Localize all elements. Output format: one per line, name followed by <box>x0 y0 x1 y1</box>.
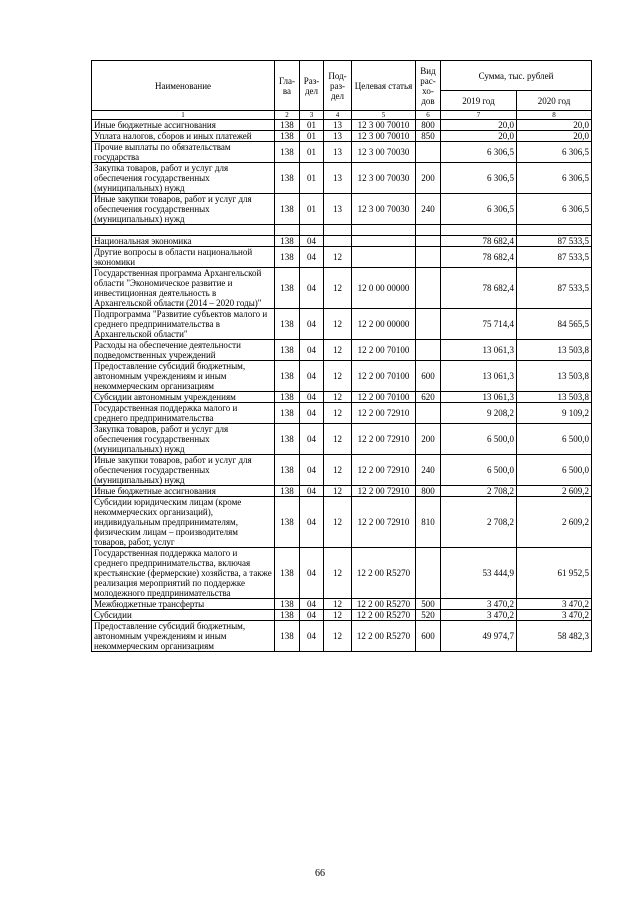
column-number: 1 <box>92 111 275 120</box>
table-row <box>92 621 592 652</box>
row-podrazdel: 12 <box>324 599 352 610</box>
row-podrazdel: 12 <box>324 392 352 403</box>
row-razdel: 04 <box>300 392 324 403</box>
table-row <box>92 131 592 142</box>
row-target: 12 2 00 R5270 <box>352 621 416 652</box>
row-name <box>92 225 275 236</box>
row-glava: 138 <box>275 247 300 268</box>
row-podrazdel: 12 <box>324 548 352 599</box>
row-amount-2020: 87 533,5 <box>517 247 592 268</box>
row-target: 12 2 00 70100 <box>352 361 416 392</box>
row-vid <box>416 236 441 247</box>
row-vid: 240 <box>416 455 441 486</box>
header-year-2020: 2020 год <box>517 91 592 111</box>
row-razdel: 04 <box>300 340 324 361</box>
row-razdel: 04 <box>300 548 324 599</box>
row-glava: 138 <box>275 309 300 340</box>
row-name: Межбюджетные трансферты <box>92 599 275 610</box>
column-number: 3 <box>300 111 324 120</box>
row-glava: 138 <box>275 486 300 497</box>
table-header <box>92 61 592 120</box>
header-year-2019: 2019 год <box>441 91 517 111</box>
row-vid <box>416 309 441 340</box>
row-name: Иные бюджетные ассигнования <box>92 120 275 131</box>
row-target: 12 3 00 70030 <box>352 194 416 225</box>
row-amount-2019: 3 470,2 <box>441 610 517 621</box>
row-target: 12 2 00 72910 <box>352 455 416 486</box>
row-amount-2020: 6 306,5 <box>517 142 592 163</box>
row-name: Предоставление субсидий бюджетным, автономным учреждениям и иным некоммерческим организациям <box>92 361 275 392</box>
row-target: 12 2 00 70100 <box>352 392 416 403</box>
table-row <box>92 340 592 361</box>
table-row <box>92 548 592 599</box>
column-number: 8 <box>517 111 592 120</box>
row-amount-2019: 13 061,3 <box>441 340 517 361</box>
row-target <box>352 236 416 247</box>
row-vid <box>416 340 441 361</box>
row-razdel: 04 <box>300 309 324 340</box>
row-amount-2020: 6 306,5 <box>517 194 592 225</box>
row-amount-2019: 78 682,4 <box>441 236 517 247</box>
row-amount-2020 <box>517 225 592 236</box>
row-amount-2019: 13 061,3 <box>441 392 517 403</box>
row-razdel: 01 <box>300 131 324 142</box>
row-vid <box>416 142 441 163</box>
header-vid: Вид рас- хо- дов <box>416 61 441 111</box>
row-amount-2019: 9 208,2 <box>441 403 517 424</box>
row-vid <box>416 403 441 424</box>
table-row <box>92 236 592 247</box>
row-name: Уплата налогов, сборов и иных платежей <box>92 131 275 142</box>
row-podrazdel: 12 <box>324 340 352 361</box>
row-amount-2019: 53 444,9 <box>441 548 517 599</box>
row-amount-2020: 13 503,8 <box>517 392 592 403</box>
row-glava: 138 <box>275 163 300 194</box>
row-name: Подпрограмма "Развитие субъектов малого и среднего предпринимательства в Архангельской области" <box>92 309 275 340</box>
table-row <box>92 361 592 392</box>
header-sum: Сумма, тыс. рублей <box>441 61 592 91</box>
row-target: 12 2 00 72910 <box>352 486 416 497</box>
row-amount-2019: 49 974,7 <box>441 621 517 652</box>
row-glava: 138 <box>275 610 300 621</box>
row-razdel: 01 <box>300 194 324 225</box>
row-podrazdel: 13 <box>324 194 352 225</box>
row-amount-2020: 6 500,0 <box>517 455 592 486</box>
row-amount-2020: 2 609,2 <box>517 486 592 497</box>
row-name: Другие вопросы в области национальной экономики <box>92 247 275 268</box>
row-target: 12 3 00 70010 <box>352 120 416 131</box>
row-name: Национальная экономика <box>92 236 275 247</box>
row-razdel: 01 <box>300 120 324 131</box>
row-name: Иные закупки товаров, работ и услуг для обеспечения государственных (муниципальных) нужд <box>92 455 275 486</box>
header-glava: Гла- ва <box>275 61 300 111</box>
row-amount-2019: 2 708,2 <box>441 497 517 548</box>
row-glava: 138 <box>275 599 300 610</box>
row-amount-2020: 3 470,2 <box>517 599 592 610</box>
table-row <box>92 403 592 424</box>
row-target: 12 3 00 70010 <box>352 131 416 142</box>
row-amount-2020: 20,0 <box>517 131 592 142</box>
column-number-row <box>92 111 592 120</box>
table-row <box>92 142 592 163</box>
row-razdel: 04 <box>300 403 324 424</box>
table-row <box>92 247 592 268</box>
row-amount-2020: 6 500,0 <box>517 424 592 455</box>
row-podrazdel: 12 <box>324 309 352 340</box>
row-vid: 200 <box>416 163 441 194</box>
row-name: Государственная программа Архангельской области "Экономическое развитие и инвестиционная деятельность в Архангельской области (2014 – 2020 годы)" <box>92 268 275 309</box>
row-amount-2019: 2 708,2 <box>441 486 517 497</box>
row-razdel: 04 <box>300 621 324 652</box>
row-razdel: 04 <box>300 268 324 309</box>
row-target: 12 2 00 R5270 <box>352 548 416 599</box>
row-podrazdel: 13 <box>324 142 352 163</box>
column-number: 5 <box>352 111 416 120</box>
row-razdel: 04 <box>300 455 324 486</box>
row-target <box>352 225 416 236</box>
row-razdel: 04 <box>300 599 324 610</box>
table-row <box>92 225 592 236</box>
table-row <box>92 599 592 610</box>
column-number: 4 <box>324 111 352 120</box>
row-razdel: 04 <box>300 486 324 497</box>
row-glava: 138 <box>275 340 300 361</box>
row-vid: 600 <box>416 361 441 392</box>
row-razdel <box>300 225 324 236</box>
row-target: 12 3 00 70030 <box>352 163 416 194</box>
row-vid: 240 <box>416 194 441 225</box>
row-name: Субсидии юридическим лицам (кроме некоммерческих организаций), индивидуальным предпринимателям, физическим лицам – производителям товаров, работ, услуг <box>92 497 275 548</box>
row-amount-2020: 9 109,2 <box>517 403 592 424</box>
row-glava: 138 <box>275 455 300 486</box>
row-amount-2020: 61 952,5 <box>517 548 592 599</box>
row-name: Иные закупки товаров, работ и услуг для обеспечения государственных (муниципальных) нужд <box>92 194 275 225</box>
row-razdel: 01 <box>300 163 324 194</box>
row-glava: 138 <box>275 236 300 247</box>
row-target: 12 0 00 00000 <box>352 268 416 309</box>
header-name: Наименование <box>92 61 275 111</box>
row-glava: 138 <box>275 424 300 455</box>
row-podrazdel: 12 <box>324 424 352 455</box>
row-podrazdel: 13 <box>324 163 352 194</box>
row-target: 12 2 00 00000 <box>352 309 416 340</box>
row-amount-2020: 58 482,3 <box>517 621 592 652</box>
budget-table <box>91 60 592 652</box>
row-amount-2019: 20,0 <box>441 131 517 142</box>
table-row <box>92 392 592 403</box>
row-name: Государственная поддержка малого и среднего предпринимательства, включая крестьянские (фермерские) хозяйства, а также реализация мероприятий по поддержке молодежного предпринимательства <box>92 548 275 599</box>
row-razdel: 04 <box>300 361 324 392</box>
row-vid: 810 <box>416 497 441 548</box>
row-name: Предоставление субсидий бюджетным, автономным учреждениям и иным некоммерческим организациям <box>92 621 275 652</box>
row-podrazdel: 12 <box>324 486 352 497</box>
row-glava: 138 <box>275 621 300 652</box>
table-row <box>92 455 592 486</box>
column-number: 7 <box>441 111 517 120</box>
row-amount-2019 <box>441 225 517 236</box>
row-vid: 850 <box>416 131 441 142</box>
row-target: 12 2 00 72910 <box>352 424 416 455</box>
row-glava: 138 <box>275 392 300 403</box>
row-name: Закупка товаров, работ и услуг для обеспечения государственных (муниципальных) нужд <box>92 424 275 455</box>
column-number: 6 <box>416 111 441 120</box>
row-name: Государственная поддержка малого и среднего предпринимательства <box>92 403 275 424</box>
row-amount-2020: 20,0 <box>517 120 592 131</box>
row-razdel: 04 <box>300 236 324 247</box>
row-amount-2020: 87 533,5 <box>517 268 592 309</box>
row-vid: 600 <box>416 621 441 652</box>
row-vid: 800 <box>416 120 441 131</box>
table-row <box>92 610 592 621</box>
row-amount-2019: 78 682,4 <box>441 247 517 268</box>
row-target: 12 3 00 70030 <box>352 142 416 163</box>
row-podrazdel <box>324 225 352 236</box>
row-podrazdel: 12 <box>324 403 352 424</box>
row-glava <box>275 225 300 236</box>
row-vid <box>416 268 441 309</box>
row-name: Расходы на обеспечение деятельности подведомственных учреждений <box>92 340 275 361</box>
row-glava: 138 <box>275 548 300 599</box>
row-glava: 138 <box>275 131 300 142</box>
row-name: Субсидии автономным учреждениям <box>92 392 275 403</box>
row-podrazdel: 12 <box>324 247 352 268</box>
table-row <box>92 194 592 225</box>
row-vid <box>416 548 441 599</box>
table-row <box>92 163 592 194</box>
row-vid: 500 <box>416 599 441 610</box>
row-name: Субсидии <box>92 610 275 621</box>
row-glava: 138 <box>275 194 300 225</box>
row-amount-2019: 75 714,4 <box>441 309 517 340</box>
row-glava: 138 <box>275 497 300 548</box>
header-target: Целевая статья <box>352 61 416 111</box>
row-podrazdel: 12 <box>324 621 352 652</box>
row-glava: 138 <box>275 268 300 309</box>
header-razdel: Раз- дел <box>300 61 324 111</box>
row-amount-2019: 6 500,0 <box>441 455 517 486</box>
row-target: 12 2 00 R5270 <box>352 610 416 621</box>
row-amount-2019: 20,0 <box>441 120 517 131</box>
row-amount-2019: 6 306,5 <box>441 194 517 225</box>
row-podrazdel: 12 <box>324 610 352 621</box>
row-amount-2020: 13 503,8 <box>517 361 592 392</box>
row-amount-2019: 6 306,5 <box>441 142 517 163</box>
row-target: 12 2 00 72910 <box>352 403 416 424</box>
row-podrazdel: 12 <box>324 268 352 309</box>
row-vid: 200 <box>416 424 441 455</box>
table-row <box>92 120 592 131</box>
row-vid: 620 <box>416 392 441 403</box>
row-podrazdel: 12 <box>324 497 352 548</box>
column-number: 2 <box>275 111 300 120</box>
row-vid: 520 <box>416 610 441 621</box>
row-amount-2020: 13 503,8 <box>517 340 592 361</box>
row-amount-2020: 87 533,5 <box>517 236 592 247</box>
row-amount-2020: 2 609,2 <box>517 497 592 548</box>
row-name: Закупка товаров, работ и услуг для обеспечения государственных (муниципальных) нужд <box>92 163 275 194</box>
row-target <box>352 247 416 268</box>
table-row <box>92 309 592 340</box>
row-razdel: 04 <box>300 497 324 548</box>
row-amount-2019: 6 500,0 <box>441 424 517 455</box>
row-amount-2019: 13 061,3 <box>441 361 517 392</box>
header-podrazdel: Под- раз- дел <box>324 61 352 111</box>
row-amount-2020: 3 470,2 <box>517 610 592 621</box>
row-target: 12 2 00 R5270 <box>352 599 416 610</box>
row-razdel: 04 <box>300 247 324 268</box>
row-glava: 138 <box>275 142 300 163</box>
row-razdel: 04 <box>300 424 324 455</box>
row-podrazdel <box>324 236 352 247</box>
row-amount-2020: 6 306,5 <box>517 163 592 194</box>
row-glava: 138 <box>275 361 300 392</box>
row-vid <box>416 247 441 268</box>
table-row <box>92 424 592 455</box>
row-amount-2019: 6 306,5 <box>441 163 517 194</box>
table-row <box>92 486 592 497</box>
row-vid <box>416 225 441 236</box>
row-podrazdel: 12 <box>324 455 352 486</box>
row-target: 12 2 00 72910 <box>352 497 416 548</box>
row-vid: 800 <box>416 486 441 497</box>
row-podrazdel: 13 <box>324 131 352 142</box>
row-glava: 138 <box>275 120 300 131</box>
row-glava: 138 <box>275 403 300 424</box>
row-amount-2019: 78 682,4 <box>441 268 517 309</box>
row-target: 12 2 00 70100 <box>352 340 416 361</box>
row-name: Прочие выплаты по обязательствам государства <box>92 142 275 163</box>
row-razdel: 04 <box>300 610 324 621</box>
table-row <box>92 497 592 548</box>
table-body <box>92 120 592 652</box>
row-podrazdel: 13 <box>324 120 352 131</box>
row-podrazdel: 12 <box>324 361 352 392</box>
row-razdel: 01 <box>300 142 324 163</box>
table-row <box>92 268 592 309</box>
row-amount-2020: 84 565,5 <box>517 309 592 340</box>
row-amount-2019: 3 470,2 <box>441 599 517 610</box>
page-number: 66 <box>315 868 325 879</box>
row-name: Иные бюджетные ассигнования <box>92 486 275 497</box>
